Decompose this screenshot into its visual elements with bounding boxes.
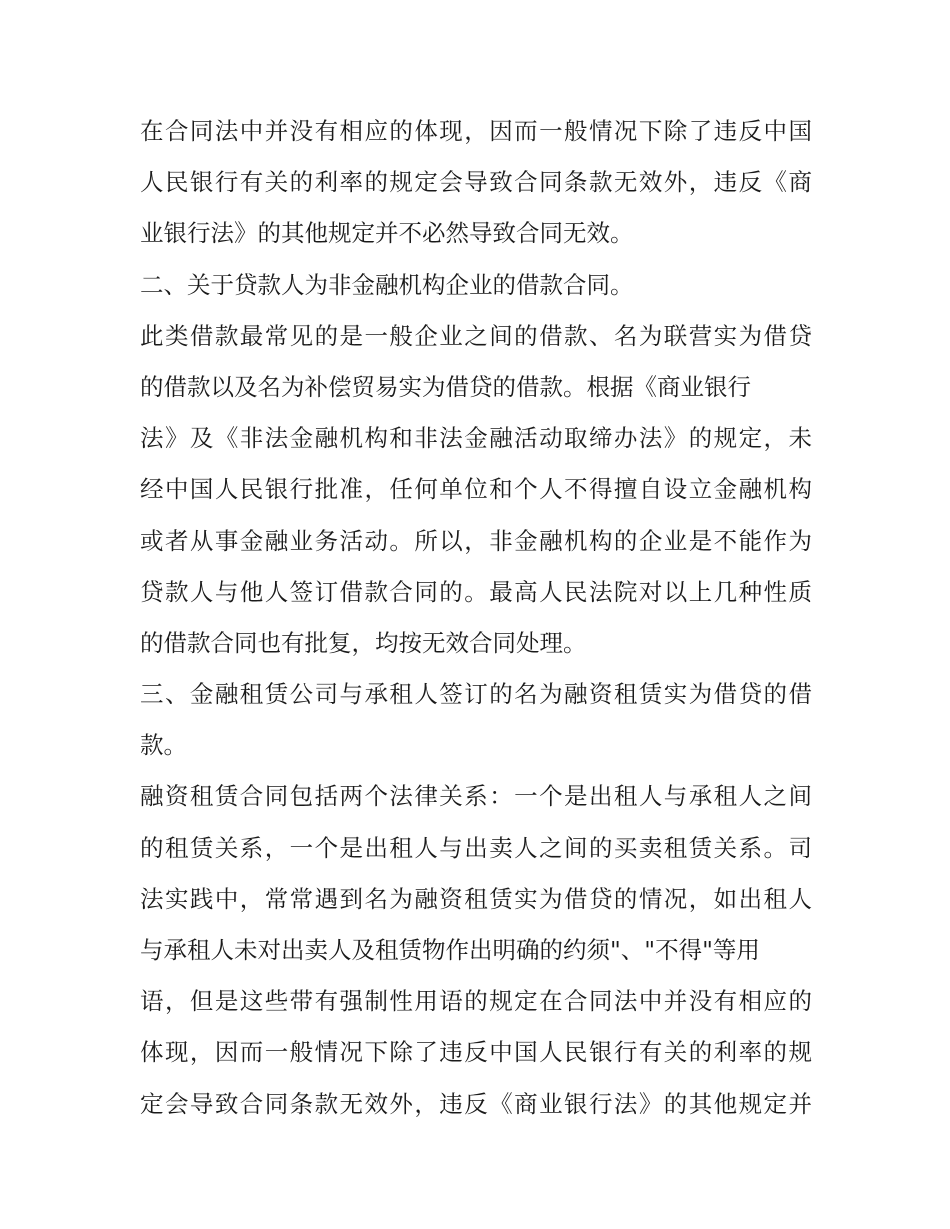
document-body: [140, 106, 812, 1130]
text-line: 体现，因而一般情况下除了违反中国人民银行有关的利率的规: [140, 1038, 812, 1067]
text-line: 的租赁关系，一个是出租人与出卖人之间的买卖租赁关系。司: [140, 833, 812, 862]
text-line: 在合同法中并没有相应的体现，因而一般情况下除了违反中国: [140, 117, 812, 145]
text-line: 定会导致合同条款无效外，违反《商业银行法》的其他规定并: [140, 1089, 812, 1118]
section-heading: 二、关于贷款人为非金融机构企业的借款合同。: [140, 270, 634, 299]
text-line: 法实践中，常常遇到名为融资租赁实为借贷的情况，如出租人: [140, 884, 812, 913]
text-line: 或者从事金融业务活动。所以，非金融机构的企业是不能作为: [140, 526, 812, 555]
text-line: 经中国人民银行批准，任何单位和个人不得擅自设立金融机构: [140, 475, 812, 504]
text-line: 此类借款最常见的是一般企业之间的借款、名为联营实为借贷: [140, 321, 812, 350]
text-line: 人民银行有关的利率的规定会导致合同条款无效外，违反《商: [140, 168, 812, 197]
text-line: 的借款合同也有批复，均按无效合同处理。: [140, 628, 587, 657]
text-line: 贷款人与他人签订借款合同的。最高人民法院对以上几种性质: [140, 577, 812, 606]
text-line: 与承租人未对出卖人及租赁物作出明确的约须"、"不得"等用: [140, 936, 760, 964]
section-heading: 三、金融租赁公司与承租人签订的名为融资租赁实为借贷的借: [140, 680, 812, 709]
text-line: 法》及《非法金融机构和非法金融活动取缔办法》的规定，未: [140, 424, 812, 453]
text-line: 融资租赁合同包括两个法律关系：一个是出租人与承租人之间: [140, 782, 812, 811]
text-line: 业银行法》的其他规定并不必然导致合同无效。: [140, 219, 634, 248]
text-line: 的借款以及名为补偿贸易实为借贷的借款。根据《商业银行: [140, 372, 751, 401]
section-heading: 款。: [140, 731, 187, 760]
text-line: 语，但是这些带有强制性用语的规定在合同法中并没有相应的: [140, 987, 812, 1016]
